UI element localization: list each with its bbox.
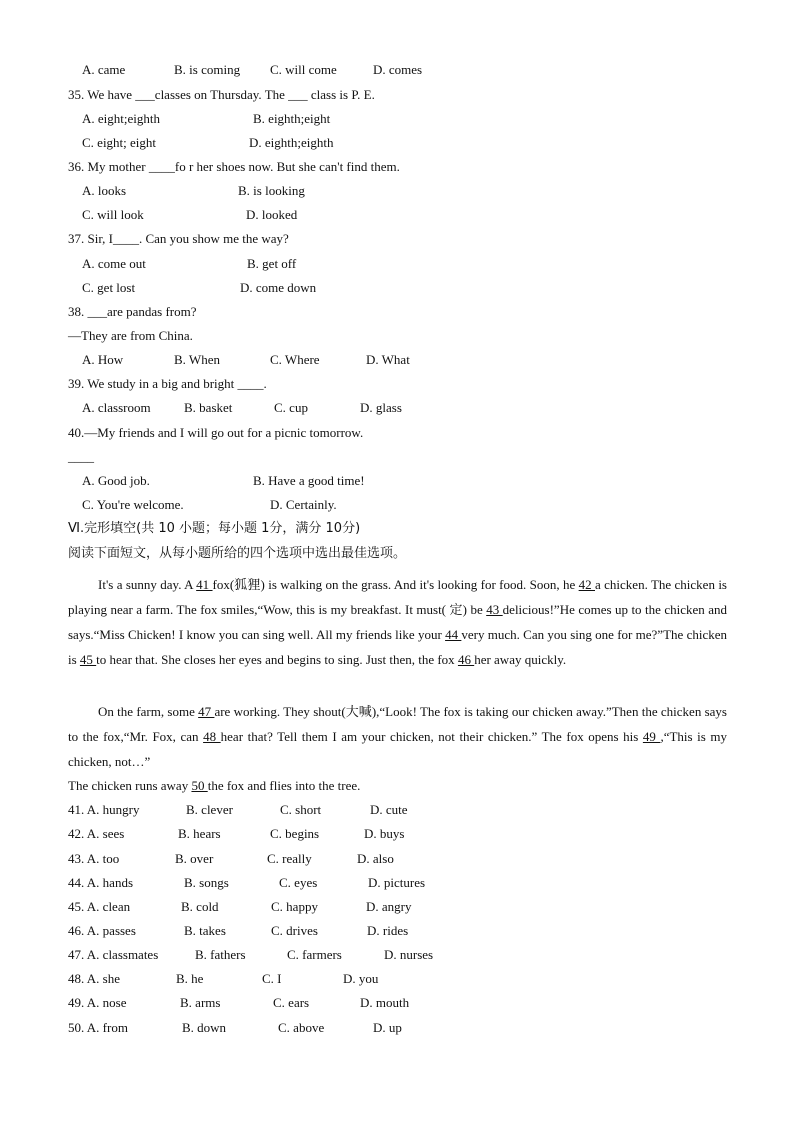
q39-option-a: A. classroom bbox=[82, 400, 151, 415]
q42-option-b: B. hears bbox=[178, 826, 221, 841]
passage-paragraph-2 bbox=[68, 699, 727, 774]
q41-option-a: 41. A. hungry bbox=[68, 802, 140, 817]
q36-stem: 36. My mother ____fo r her shoes now. But she can't find them. bbox=[68, 159, 400, 174]
q36-option-a: A. looks bbox=[82, 183, 127, 198]
blank-49: 49 bbox=[642, 729, 661, 744]
q35-option-a: A. eight;eighth bbox=[82, 111, 160, 126]
q35-option-b: B. eighth;eight bbox=[253, 111, 331, 126]
q50-option-b: B. down bbox=[182, 1020, 227, 1035]
q46-option-c: C. drives bbox=[271, 923, 318, 938]
q42-option-d: D. buys bbox=[364, 826, 405, 841]
q45-option-c: C. happy bbox=[271, 899, 318, 914]
passage-text: are working. They shout(大喊),“Look! The fox is taking our chicken away.”Then the chicken says to the fox,“Mr. Fox, can bbox=[68, 704, 727, 744]
passage-text: hear that? Tell them I am your chicken, not their chicken.” The fox opens his bbox=[220, 729, 643, 744]
q49-option-b: B. arms bbox=[180, 995, 221, 1010]
q35-option-c: C. eight; eight bbox=[82, 135, 157, 150]
q47-option-d: D. nurses bbox=[384, 947, 434, 962]
q34-option-d: D. comes bbox=[373, 62, 423, 77]
q43-option-a: 43. A. too bbox=[68, 851, 120, 866]
passage-text: delicious!”He comes up to the chicken and says.“Miss Chicken! I know you can sing well. All my friends like your bbox=[68, 602, 728, 642]
q45-option-a: 45. A. clean bbox=[68, 899, 131, 914]
q44-option-c: C. eyes bbox=[279, 875, 318, 890]
passage-text: ,“This is my chicken, not…” bbox=[68, 729, 727, 769]
q48-option-c: C. I bbox=[262, 971, 282, 986]
q39-option-c: C. cup bbox=[274, 400, 308, 415]
q46-option-d: D. rides bbox=[367, 923, 409, 938]
q45-option-b: B. cold bbox=[181, 899, 219, 914]
q40-option-a: A. Good job. bbox=[82, 473, 150, 488]
q48-option-b: B. he bbox=[176, 971, 204, 986]
q38-stem: 38. ___are pandas from? bbox=[68, 304, 197, 319]
q34-option-c: C. will come bbox=[270, 62, 337, 77]
blank-42: 42 bbox=[578, 577, 595, 592]
q38-option-b: B. When bbox=[174, 352, 220, 367]
q42-option-c: C. begins bbox=[270, 826, 320, 841]
q49-option-d: D. mouth bbox=[360, 995, 410, 1010]
q37-option-a: A. come out bbox=[82, 256, 146, 271]
blank-47: 47 bbox=[198, 704, 215, 719]
q36-option-d: D. looked bbox=[246, 207, 298, 222]
q39-option-b: B. basket bbox=[184, 400, 233, 415]
q48-option-d: D. you bbox=[343, 971, 379, 986]
q38-option-a: A. How bbox=[82, 352, 124, 367]
q39-option-d: D. glass bbox=[360, 400, 402, 415]
q43-option-b: B. over bbox=[175, 851, 214, 866]
q34-option-a: A. came bbox=[82, 62, 126, 77]
blank-48: 48 bbox=[203, 729, 221, 744]
q40-answer-blank: ____ bbox=[68, 449, 94, 464]
q48-option-a: 48. A. she bbox=[68, 971, 120, 986]
q43-option-c: C. really bbox=[267, 851, 312, 866]
q35-stem: 35. We have ___classes on Thursday. The ___ class is P. E. bbox=[68, 87, 375, 102]
q50-option-a: 50. A. from bbox=[68, 1020, 128, 1035]
q49-option-c: C. ears bbox=[273, 995, 310, 1010]
q39-stem: 39. We study in a big and bright ____. bbox=[68, 376, 267, 391]
q37-stem: 37. Sir, I____. Can you show me the way? bbox=[68, 231, 289, 246]
q49-option-a: 49. A. nose bbox=[68, 995, 127, 1010]
passage-text: fox(狐狸) is walking on the grass. And it's looking for food. Soon, he bbox=[212, 577, 579, 592]
q41-option-d: D. cute bbox=[370, 802, 408, 817]
section-title: Ⅵ.完形填空(共 10 小题；每小题 1分，满分 10分) bbox=[68, 521, 361, 536]
q46-option-a: 46. A. passes bbox=[68, 923, 136, 938]
q40-option-d: D. Certainly. bbox=[270, 497, 337, 512]
q43-option-d: D. also bbox=[357, 851, 394, 866]
q45-option-d: D. angry bbox=[366, 899, 412, 914]
q37-option-c: C. get lost bbox=[82, 280, 136, 295]
q47-option-c: C. farmers bbox=[287, 947, 342, 962]
passage-text: to hear that. She closes her eyes and begins to sing. Just then, the fox bbox=[96, 652, 458, 667]
q38-option-d: D. What bbox=[366, 352, 410, 367]
q40-option-c: C. You're welcome. bbox=[82, 497, 184, 512]
blank-45: 45 bbox=[79, 652, 97, 667]
q40-stem: 40.—My friends and I will go out for a picnic tomorrow. bbox=[68, 425, 364, 440]
q35-option-d: D. eighth;eighth bbox=[249, 135, 334, 150]
blank-41: 41 bbox=[196, 577, 213, 592]
q47-option-b: B. fathers bbox=[195, 947, 246, 962]
q46-option-b: B. takes bbox=[184, 923, 226, 938]
passage-text: very much. Can you sing one for me?”The chicken is bbox=[68, 627, 728, 667]
q42-option-a: 42. A. sees bbox=[68, 826, 125, 841]
q41-option-c: C. short bbox=[280, 802, 322, 817]
q47-option-a: 47. A. classmates bbox=[68, 947, 159, 962]
blank-46: 46 bbox=[457, 652, 475, 667]
q44-option-a: 44. A. hands bbox=[68, 875, 133, 890]
q50-option-d: D. up bbox=[373, 1020, 402, 1035]
passage-text: The chicken runs away bbox=[68, 778, 192, 793]
q44-option-b: B. songs bbox=[184, 875, 229, 890]
q36-option-b: B. is looking bbox=[238, 183, 305, 198]
blank-50: 50 bbox=[191, 778, 208, 793]
passage-text: a chicken. The chicken is playing near a farm. The fox smiles,“Wow, this is my breakfast. It must( 定) be bbox=[68, 577, 727, 617]
q38-option-c: C. Where bbox=[270, 352, 320, 367]
passage-text: It's a sunny day. A bbox=[98, 577, 197, 592]
q34-option-b: B. is coming bbox=[174, 62, 241, 77]
blank-43: 43 bbox=[486, 602, 503, 617]
q40-option-b: B. Have a good time! bbox=[253, 473, 365, 488]
q36-option-c: C. will look bbox=[82, 207, 144, 222]
passage-text: her away quickly. bbox=[474, 652, 567, 667]
q38-reply: —They are from China. bbox=[68, 328, 193, 343]
q50-option-c: C. above bbox=[278, 1020, 325, 1035]
passage-text: the fox and flies into the tree. bbox=[207, 778, 361, 793]
q44-option-d: D. pictures bbox=[368, 875, 426, 890]
passage-paragraph-3 bbox=[68, 778, 360, 794]
q37-option-b: B. get off bbox=[247, 256, 297, 271]
q41-option-b: B. clever bbox=[186, 802, 233, 817]
q37-option-d: D. come down bbox=[240, 280, 317, 295]
passage-text: On the farm, some bbox=[98, 704, 199, 719]
blank-44: 44 bbox=[445, 627, 462, 642]
passage-paragraph-1 bbox=[68, 572, 727, 672]
section-instruction: 阅读下面短文，从每小题所给的四个选项中选出最佳选项。 bbox=[68, 546, 407, 561]
